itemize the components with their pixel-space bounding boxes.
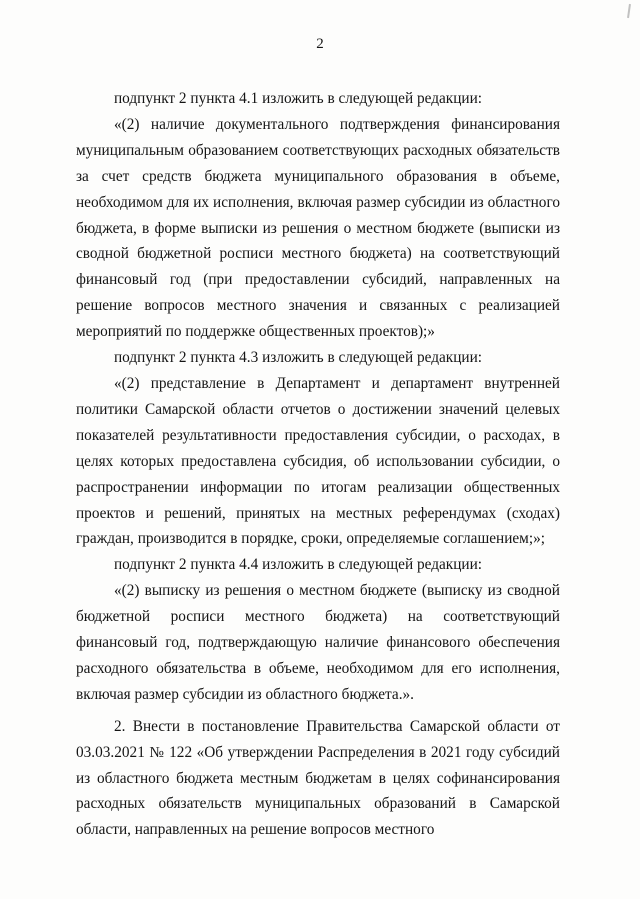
paragraph-quote-4-1: «(2) наличие документального подтверждения финансирования муниципальным образованием соответствующих расходных обязательств за счет средств бюджета муниципального образования в объеме, необходимом для их исполнения, включая размер субсидии из областного бюджета, в форме выписки из решения о местном бюджете (выписки из сводной бюджетной росписи местного бюджета) на соответствующий финансовый год (при предоставлении субсидий, направленных на решение вопросов местного значения и связанных с реализацией мероприятий по поддержке общественных проектов);» bbox=[76, 115, 560, 341]
paragraph-instruction-4-1: подпункт 2 пункта 4.1 изложить в следующей редакции: bbox=[114, 90, 483, 107]
paragraph-quote-4-3: «(2) представление в Департамент и департамент внутренней политики Самарской области отчетов о достижении значений целевых показателей результативности предоставления субсидии, о расходах, в целях которых предоставлена субсидия, об использовании субсидии, о распространении информации по итогам реализации общественных проектов и решений, принятых на местных референдумах (сходах) граждан, производится в порядке, сроки, определяемые соглашением;»; bbox=[76, 374, 560, 548]
page-number: 2 bbox=[316, 36, 324, 52]
paragraph-instruction-4-3: подпункт 2 пункта 4.3 изложить в следующей редакции: bbox=[114, 349, 483, 367]
document-body bbox=[76, 86, 560, 843]
paragraph-instruction-4-4: подпункт 2 пункта 4.4 изложить в следующей редакции: bbox=[114, 556, 483, 574]
paragraph-item-2: 2. Внести в постановление Правительства Самарской области от 03.03.2021 № 122 «Об утверждении Распределения в 2021 году субсидий из областного бюджета местным бюджетам в целях софинансирования расходных обязательств муниципальных образований в Самарской области, направленных на решение вопросов местного bbox=[76, 717, 560, 839]
scan-artifact bbox=[627, 4, 631, 18]
paragraph-quote-4-4: «(2) выписку из решения о местном бюджете (выписку из сводной бюджетной росписи местного бюджета) на соответствующий финансовый год, подтверждающую наличие финансового обеспечения расходного обязательства в объеме, необходимом для его исполнения, включая размер субсидии из областного бюджета.». bbox=[76, 582, 560, 703]
